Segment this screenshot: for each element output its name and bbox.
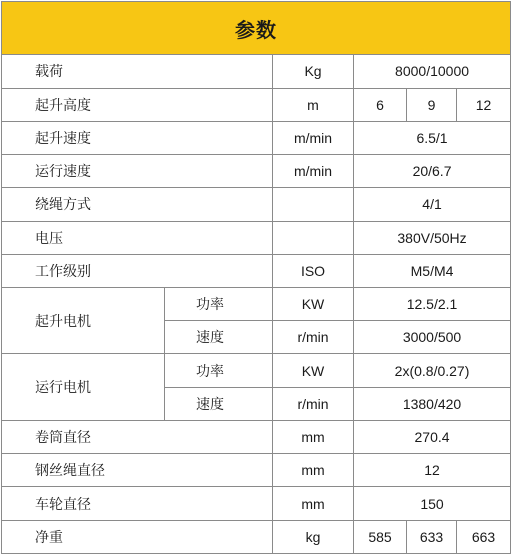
row-label: 车轮直径 (2, 487, 273, 520)
row-value: 20/6.7 (354, 155, 511, 188)
table-row (2, 155, 511, 188)
row-value: 3000/500 (354, 321, 511, 354)
row-value: 12.5/2.1 (354, 288, 511, 321)
table-title: 参数 (2, 2, 511, 55)
row-value: 1380/420 (354, 387, 511, 420)
row-value: 4/1 (354, 188, 511, 221)
row-value: 663 (457, 520, 511, 553)
row-unit (273, 221, 354, 254)
row-sublabel: 速度 (165, 321, 273, 354)
table-row (2, 354, 511, 387)
row-value: 270.4 (354, 420, 511, 453)
row-unit: m (273, 88, 354, 121)
row-value: 633 (407, 520, 457, 553)
row-label: 净重 (2, 520, 273, 553)
row-unit: r/min (273, 387, 354, 420)
row-label: 起升高度 (2, 88, 273, 121)
row-value: 6.5/1 (354, 121, 511, 154)
row-unit: mm (273, 420, 354, 453)
row-unit: Kg (273, 55, 354, 88)
table-row (2, 88, 511, 121)
row-unit: mm (273, 454, 354, 487)
row-sublabel: 功率 (165, 288, 273, 321)
table-row (2, 454, 511, 487)
row-value: 8000/10000 (354, 55, 511, 88)
row-sublabel: 速度 (165, 387, 273, 420)
row-value: 6 (354, 88, 407, 121)
row-value: 12 (457, 88, 511, 121)
row-value: M5/M4 (354, 254, 511, 287)
row-value: 12 (354, 454, 511, 487)
row-label: 工作级别 (2, 254, 273, 287)
row-sublabel: 功率 (165, 354, 273, 387)
table-header-row (2, 2, 511, 55)
row-unit: ISO (273, 254, 354, 287)
row-label: 运行速度 (2, 155, 273, 188)
row-value: 585 (354, 520, 407, 553)
row-unit (273, 188, 354, 221)
group-label: 起升电机 (2, 288, 165, 354)
row-label: 电压 (2, 221, 273, 254)
row-unit: mm (273, 487, 354, 520)
table-row (2, 288, 511, 321)
row-unit: KW (273, 354, 354, 387)
table-row (2, 221, 511, 254)
row-value: 2x(0.8/0.27) (354, 354, 511, 387)
row-unit: m/min (273, 121, 354, 154)
row-unit: kg (273, 520, 354, 553)
row-unit: m/min (273, 155, 354, 188)
row-value: 150 (354, 487, 511, 520)
row-label: 钢丝绳直径 (2, 454, 273, 487)
row-label: 起升速度 (2, 121, 273, 154)
table-row (2, 254, 511, 287)
table-row (2, 487, 511, 520)
table-row (2, 188, 511, 221)
table-row (2, 121, 511, 154)
row-label: 绕绳方式 (2, 188, 273, 221)
row-unit: r/min (273, 321, 354, 354)
group-label: 运行电机 (2, 354, 165, 420)
row-label: 载荷 (2, 55, 273, 88)
table-row (2, 420, 511, 453)
parameter-table (1, 1, 511, 554)
row-unit: KW (273, 288, 354, 321)
row-value: 9 (407, 88, 457, 121)
table-row (2, 520, 511, 553)
row-label: 卷筒直径 (2, 420, 273, 453)
row-value: 380V/50Hz (354, 221, 511, 254)
table-row (2, 55, 511, 88)
